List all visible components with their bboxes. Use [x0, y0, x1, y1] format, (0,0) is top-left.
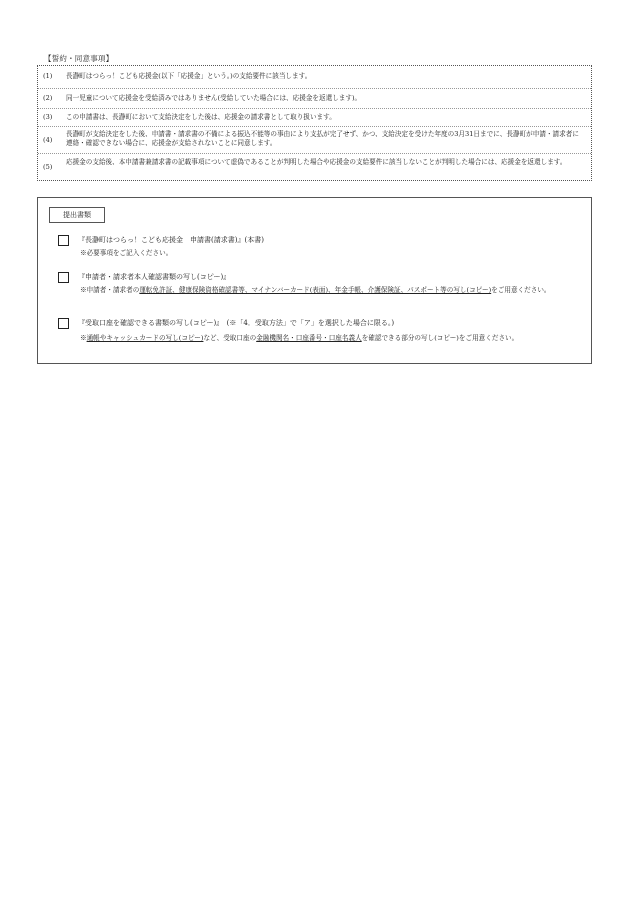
- document-checkbox[interactable]: [58, 318, 69, 329]
- document-note: [80, 286, 583, 295]
- document-item: [58, 272, 583, 308]
- documents-heading: 提出書類: [49, 207, 105, 223]
- pledge-section-title: 【誓約・同意事項】: [44, 54, 114, 63]
- document-item: [58, 318, 583, 358]
- document-note: [80, 334, 583, 343]
- pledge-item: [38, 153, 591, 182]
- document-note: ※必要事項をご記入ください。: [80, 249, 173, 257]
- pledge-item-number: (4): [43, 136, 53, 144]
- pledge-item: [38, 66, 591, 88]
- pledge-item-number: (1): [43, 72, 53, 80]
- documents-box: [37, 197, 592, 364]
- pledge-box: [37, 65, 592, 181]
- note-suffix: をご用意ください。: [491, 286, 551, 294]
- note-prefix: ※: [80, 334, 87, 342]
- document-title: 『長瀞町はつらっ！こども応援金 申請書(請求書)』(本書): [78, 236, 264, 244]
- document-checkbox[interactable]: [58, 235, 69, 246]
- pledge-item-number: (3): [43, 113, 53, 121]
- note-prefix: ※申請者・請求者の: [80, 286, 140, 294]
- document-title: 『受取口座を確認できる書類の写し(コピー)』 (※「4．受取方法」で「ア」を選択した場合に限る。): [78, 319, 395, 327]
- pledge-item-number: (2): [43, 94, 53, 102]
- pledge-item-text: 長瀞町が支給決定をした後、申請書・請求書の不備による振込不能等の事由により支払が完了せず、かつ、支給決定を受けた年度の3月31日までに、長瀞町が申請・請求者に連絡・確認できない場合に、応援金が支給されないことに同意します。: [66, 130, 579, 147]
- pledge-item-text: 応援金の支給後、本申請書兼請求書の記載事項について虚偽であることが判明した場合や応援金の支給要件に該当しないことが判明した場合には、応援金を返還します。: [66, 158, 567, 166]
- pledge-item: [38, 126, 591, 154]
- pledge-item: [38, 88, 591, 109]
- note-suffix: を確認できる部分の写し(コピー)をご用意ください。: [361, 334, 519, 342]
- document-checkbox[interactable]: [58, 272, 69, 283]
- note-id-documents: 運転免許証、健康保険資格確認書等、マイナンバーカード(表面)、年金手帳、介護保険証、パスポート等の写し(コピー): [139, 286, 492, 294]
- note-account-info: 金融機関名・口座番号・口座名義人: [256, 334, 362, 342]
- document-title: 『申請者・請求者本人確認書類の写し(コピー)』: [78, 273, 231, 281]
- document-item: [58, 235, 583, 265]
- note-passbook: 通帳やキャッシュカードの写し(コピー): [86, 334, 204, 342]
- pledge-item-text: この申請書は、長瀞町において支給決定をした後は、応援金の請求書として取り扱います。: [66, 113, 336, 121]
- pledge-item-text: 長瀞町はつらっ！こども応援金(以下「応援金」という。)の支給要件に該当します。: [66, 72, 312, 80]
- pledge-item: [38, 108, 591, 127]
- note-mid: など、受取口座の: [203, 334, 257, 342]
- pledge-item-text: 同一児童について応援金を受給済みではありません(受給していた場合には、応援金を返還します)。: [66, 94, 362, 102]
- pledge-item-number: (5): [43, 163, 53, 171]
